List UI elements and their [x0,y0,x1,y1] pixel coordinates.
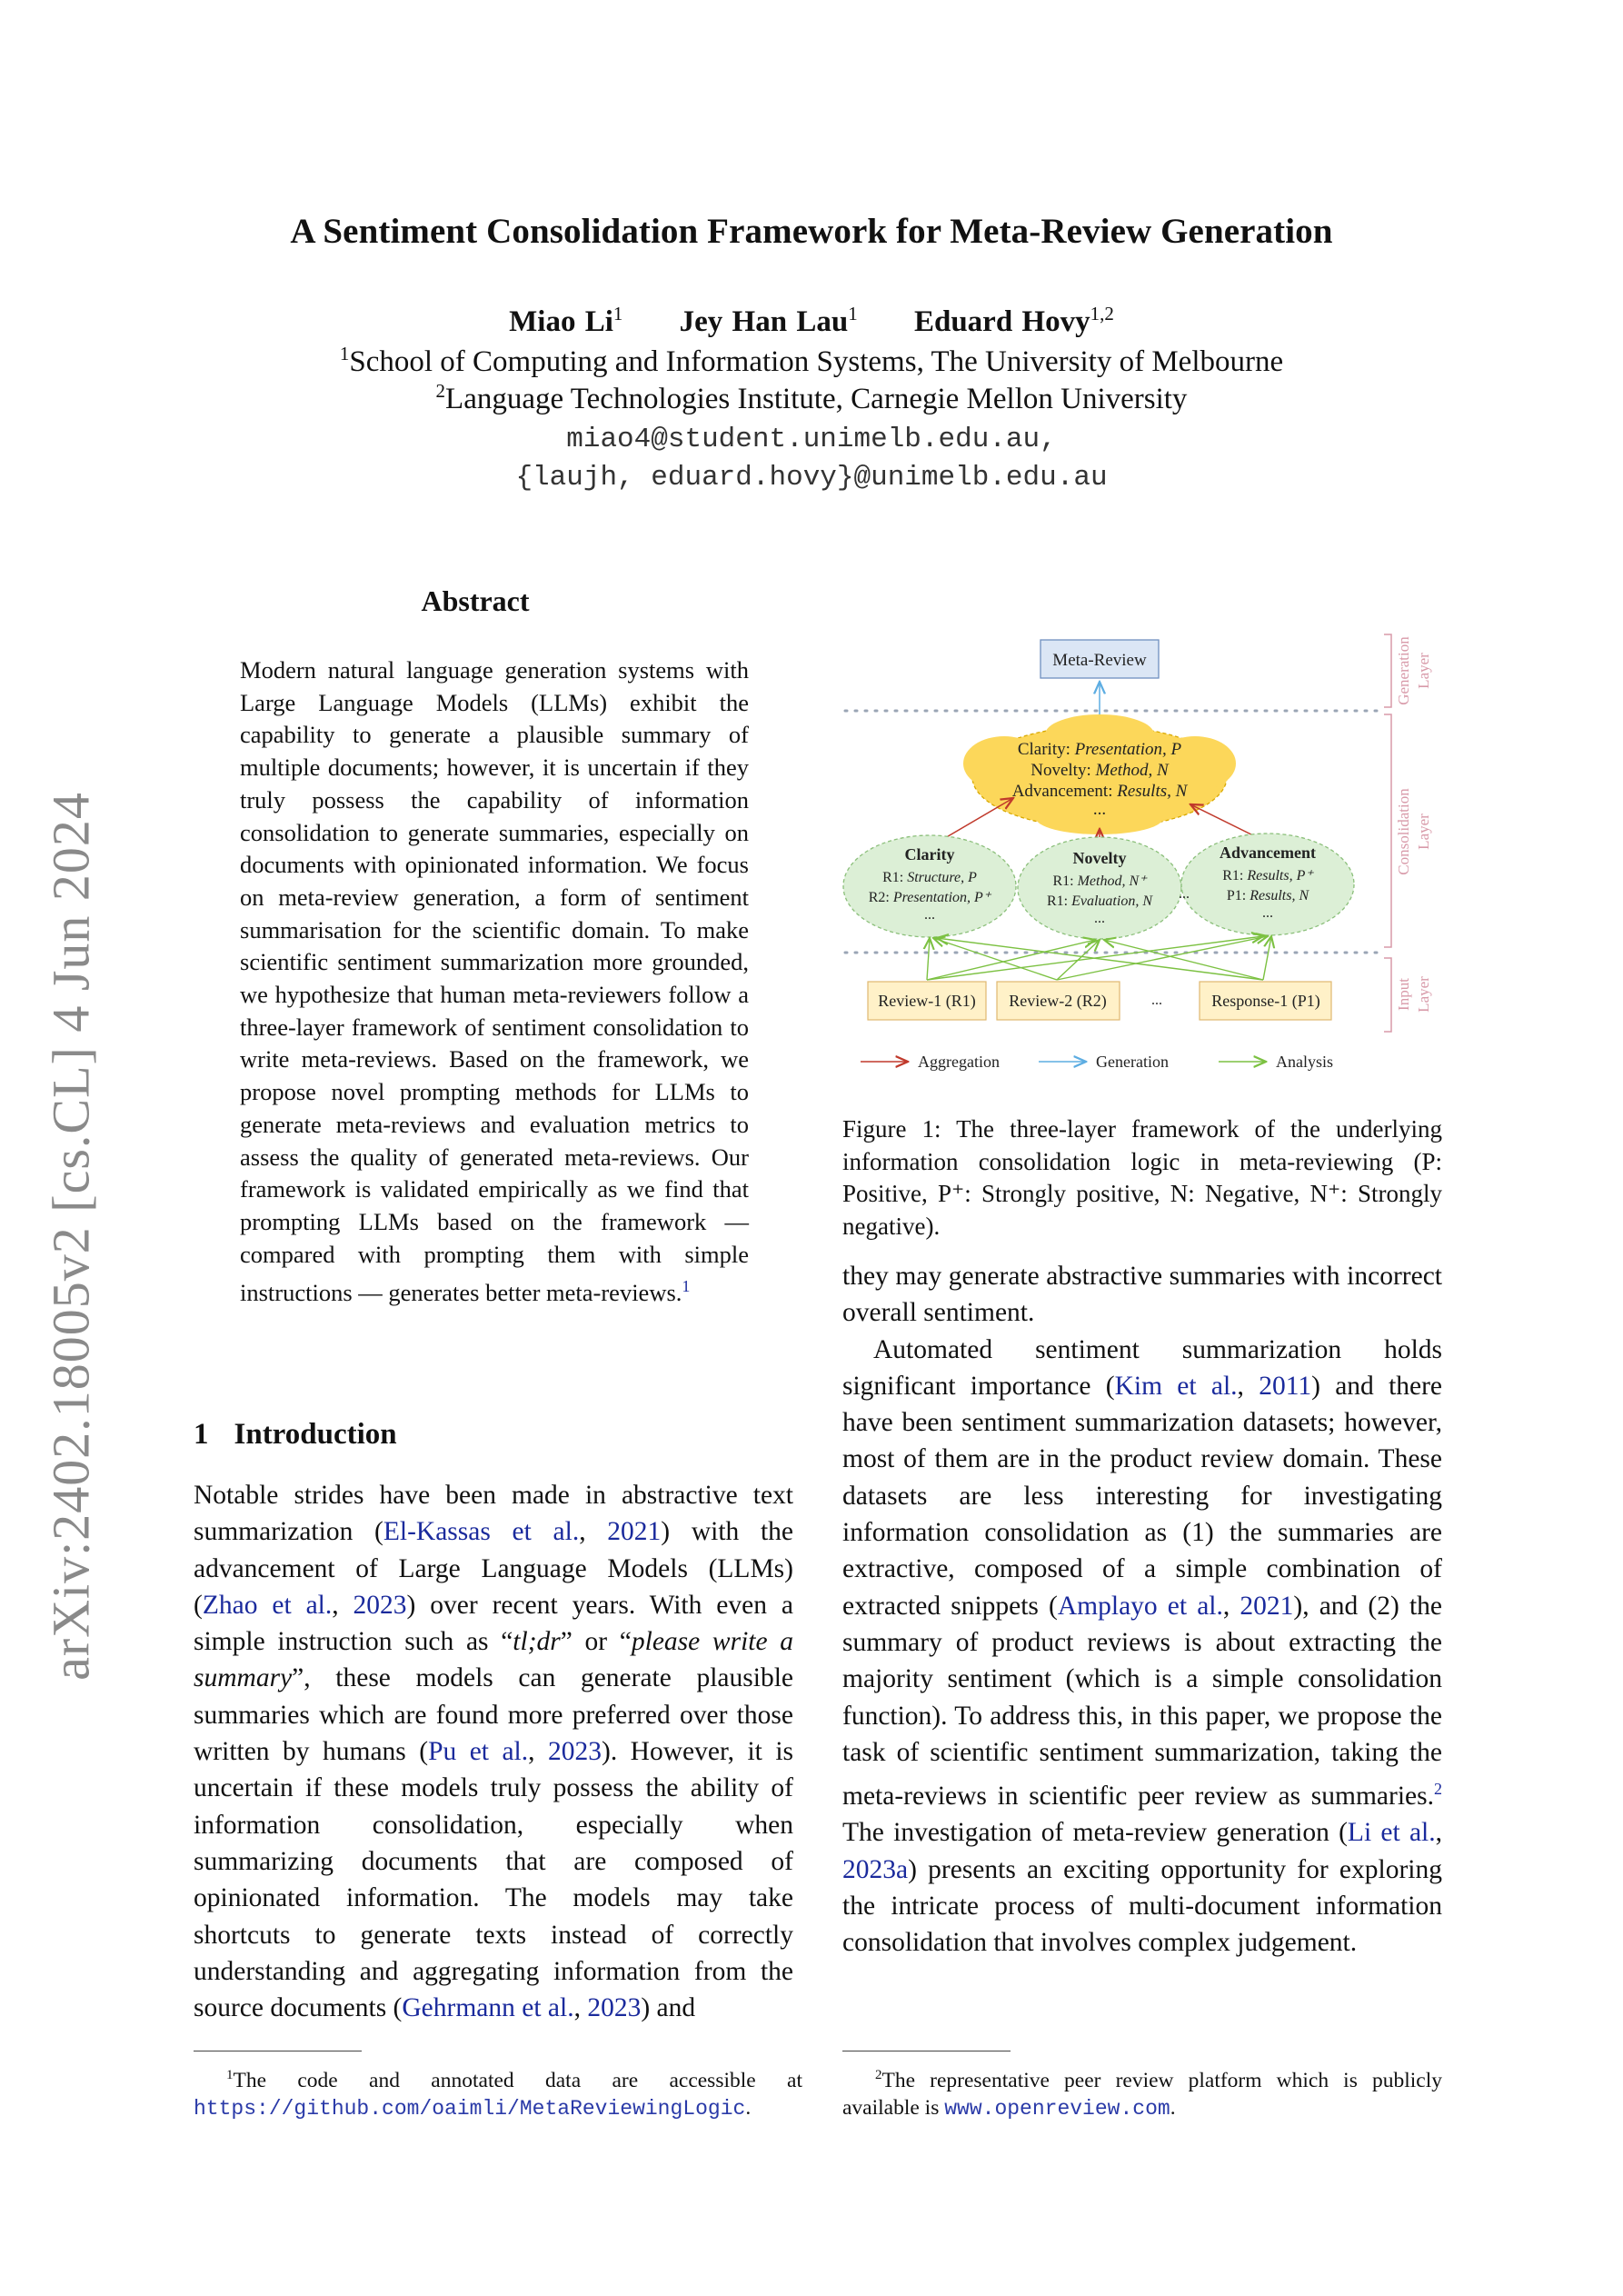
emphasis: tl;dr [513,1627,561,1657]
input-ellipsis: ... [1151,993,1162,1008]
framework-figure [831,627,1449,1095]
footnote-link[interactable]: www.openreview.com [944,2096,1170,2121]
author: Miao Li$^1$ [509,303,623,338]
arxiv-id: arXiv:2402.18005v2 [cs.CL] 4 Jun 2024 [41,792,101,1681]
cloud-line: ... [1094,911,1105,926]
citation-link[interactable]: El-Kassas et al. [383,1517,580,1547]
analysis-arrow [927,940,1095,980]
citation-link[interactable]: Li et al. [1347,1818,1436,1848]
footnote-1: $^1$The code and annotated data are accessible at https://github.com/oaimli/MetaReviewingLogic. [194,2068,802,2121]
intro-right-paragraph-1: they may generate abstractive summaries with incorrect overall sentiment. [842,1262,1442,1328]
cloud-line: R2: Presentation, P⁺ [868,890,991,905]
layer-label: Input Layer [1395,976,1432,1013]
layer-brace [1384,958,1391,1032]
analysis-arrow [927,938,930,980]
citation-link[interactable]: 2023 [587,1993,642,2023]
cloud-line: Advancement: Results, N [1011,782,1188,801]
analysis-arrow [937,938,1263,980]
citation-link[interactable]: Kim et al. [1114,1371,1238,1401]
abstract-text: Modern natural language generation systems with Large Language Models (LLMs) exhibit the capability to generate a plausible summary of multiple documents; however, it is uncertain if they truly possess the capability of information consolidation to generate summaries, especially on documents with opinionated information. We focus on meta-review generation, a form of sentiment summarisation for the scientific domain. To make scientific sentiment summarization more grounded, we hypothesize that human meta-reviewers follow a three-layer framework of sentiment consolidation to write meta-reviews. Based on the framework, we propose novel prompting methods for LLMs to generate meta-reviews and evaluation metrics to assess the quality of generated meta-reviews. Our framework is validated empirically as we find that prompting LLMs based on the framework — compared with prompting them with simple instructions — generates better meta-reviews.$^1$ [240,656,749,1307]
cloud-title: Advancement [1220,844,1316,862]
emphasis: please write a summary [194,1627,793,1693]
cloud-line: R1: Method, N⁺ [1052,873,1147,889]
input-label: Response-1 (P1) [1211,992,1320,1010]
cloud-title: Clarity [904,845,955,863]
cloud-line: R1: Results, P⁺ [1222,868,1313,883]
layer-brace [1384,714,1391,947]
legend-generation-label: Generation [1096,1053,1169,1071]
footnote-ref-1[interactable]: 1 [682,1277,691,1296]
affiliation-2: $^2$Language Technologies Institute, Carnegie Mellon University [435,380,1188,415]
email-line-2[interactable]: {laujh, eduard.hovy}@unimelb.edu.au [515,462,1108,494]
figure-caption: Figure 1: The three-layer framework of the underlying information consolidation logic in meta-reviewing (P: Positive, P⁺: Strongly positive, N: Negative, N⁺: Strongly negative). [842,1115,1442,1240]
legend-analysis-label: Analysis [1276,1053,1333,1071]
footnote-link[interactable]: https://github.com/oaimli/MetaReviewingLogic [194,2096,746,2121]
affiliation-1: $^1$School of Computing and Information Systems, The University of Melbourne [339,343,1284,378]
meta-review-label: Meta-Review [1052,651,1147,670]
section-heading: 1 Introduction [194,1418,397,1451]
intro-right-paragraph-2: Automated sentiment summarization holds significant importance (Kim et al., 2011) and there have been sentiment summarization datasets; however, most of them are in the product review domain. These datasets are less interesting for investigating information consolidation as (1) the summaries are extractive, composed of a simple combination of extracted snippets (Amplayo et al., 2021), and (2) the summary of product reviews is about extracting the majority sentiment (which is a simple consolidation function). To address this, in this paper, we propose the task of scientific sentiment summarization, taking the meta-reviews in scientific peer review as summaries.$^2$ The investigation of meta-review generation (Li et al., 2023a) presents an exciting opportunity for exploring the intricate process of multi-document information consolidation that involves complex judgement. [842,1334,1443,1958]
author: Jey Han Lau$^1$ [679,303,858,338]
author-list [0,303,1623,339]
footnote-ref[interactable]: 2 [1434,1780,1442,1799]
arxiv-sidebar [35,727,107,1745]
footnote-2: $^2$The representative peer review platform which is publicly available is www.openreview.com. [842,2068,1442,2121]
cloud-line: R1: Evaluation, N [1046,893,1153,909]
citation-link[interactable]: Pu et al. [428,1737,529,1767]
citation-link[interactable]: 2023 [353,1590,407,1620]
citation-link[interactable]: Gehrmann et al. [402,1993,574,2023]
cloud-ellipsis: ... [1179,886,1190,902]
paper-title: A Sentiment Consolidation Framework for Meta-Review Generation [290,212,1333,251]
input-label: Review-2 (R2) [1009,992,1107,1010]
aggregation-arrow [939,798,1013,842]
citation-link[interactable]: 2023a [842,1854,909,1884]
citation-link[interactable]: Zhao et al. [202,1590,333,1620]
cloud-line: ... [924,907,935,923]
cloud-line: P1: Results, N [1226,888,1309,903]
citation-link[interactable]: 2023 [548,1737,602,1767]
legend-aggregation-label: Aggregation [918,1053,1000,1071]
email-line-1[interactable]: miao4@student.unimelb.edu.au, [566,424,1057,455]
analysis-arrow [1057,940,1100,980]
cloud-line: R1: Structure, P [882,870,977,885]
citation-link[interactable]: Amplayo et al. [1057,1591,1223,1621]
input-label: Review-1 (R1) [878,992,976,1010]
citation-link[interactable]: 2011 [1259,1371,1312,1401]
cloud-line: Clarity: Presentation, P [1017,740,1182,759]
citation-link[interactable]: 2021 [607,1517,662,1547]
citation-link[interactable]: 2021 [1240,1591,1294,1621]
cloud-line: Novelty: Method, N [1031,761,1169,780]
layer-brace [1384,634,1391,707]
layer-label: Generation Layer [1395,636,1432,705]
layer-label: Consolidation Layer [1395,788,1432,875]
author: Eduard Hovy$^{1,2}$ [913,303,1114,338]
intro-left-paragraph: Notable strides have been made in abstractive text summarization (El-Kassas et al., 2021) with the advancement of Large Language Models (LLMs) (Zhao et al., 2023) over recent years. With even a simple instruction such as “tl;dr” or “please write a summary”, these models can generate plausible summaries which are found more preferred over those written by humans (Pu et al., 2023). However, it is uncertain if these models truly possess the ability of information consolidation, especially when summarizing documents that are composed of opinionated information. The models may take shortcuts to generate texts instead of correctly understanding and aggregating information from the source documents (Gehrmann et al., 2023) and [194,1481,794,2023]
cloud-title: Novelty [1072,849,1127,867]
analysis-arrow [1104,940,1263,980]
cloud-line: ... [1262,905,1273,921]
cloud-line: ... [1092,800,1107,819]
intro-right-column [842,1258,1442,1961]
abstract-heading: Abstract [421,584,530,617]
analysis-arrow [1263,936,1271,980]
